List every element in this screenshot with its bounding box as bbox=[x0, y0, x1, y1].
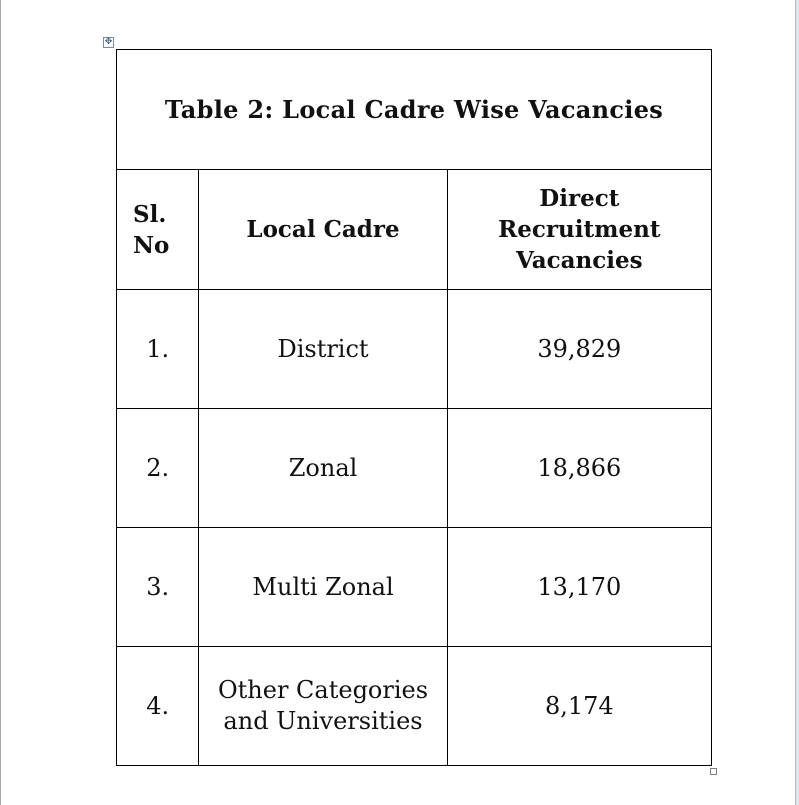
row-vacancies: 18,866 bbox=[447, 409, 711, 528]
table-row bbox=[117, 528, 712, 647]
row-vacancies: 13,170 bbox=[447, 528, 711, 647]
row-local-cadre: Multi Zonal bbox=[199, 528, 447, 647]
window-scrollbar-edge bbox=[795, 0, 799, 805]
table-move-handle-icon[interactable]: ✥ bbox=[104, 37, 113, 47]
row-sl-no: 4. bbox=[117, 647, 199, 766]
row-sl-no: 2. bbox=[117, 409, 199, 528]
row-sl-no: 1. bbox=[117, 290, 199, 409]
table-resize-handle-icon[interactable] bbox=[710, 768, 717, 775]
header-sl-no: Sl. No bbox=[117, 170, 199, 290]
row-local-cadre: Other Categories and Universities bbox=[199, 647, 447, 766]
row-local-cadre: District bbox=[199, 290, 447, 409]
page-left-edge bbox=[0, 0, 1, 805]
row-vacancies: 39,829 bbox=[447, 290, 711, 409]
header-direct-recruitment-vacancies: Direct Recruitment Vacancies bbox=[447, 170, 711, 290]
table-row bbox=[117, 409, 712, 528]
table-row bbox=[117, 647, 712, 766]
vacancies-table bbox=[116, 49, 712, 766]
table-row bbox=[117, 290, 712, 409]
row-local-cadre: Zonal bbox=[199, 409, 447, 528]
table-header-row bbox=[117, 170, 712, 290]
row-vacancies: 8,174 bbox=[447, 647, 711, 766]
table-title-row bbox=[117, 50, 712, 170]
row-sl-no: 3. bbox=[117, 528, 199, 647]
header-local-cadre: Local Cadre bbox=[199, 170, 447, 290]
table-title: Table 2: Local Cadre Wise Vacancies bbox=[117, 50, 712, 170]
